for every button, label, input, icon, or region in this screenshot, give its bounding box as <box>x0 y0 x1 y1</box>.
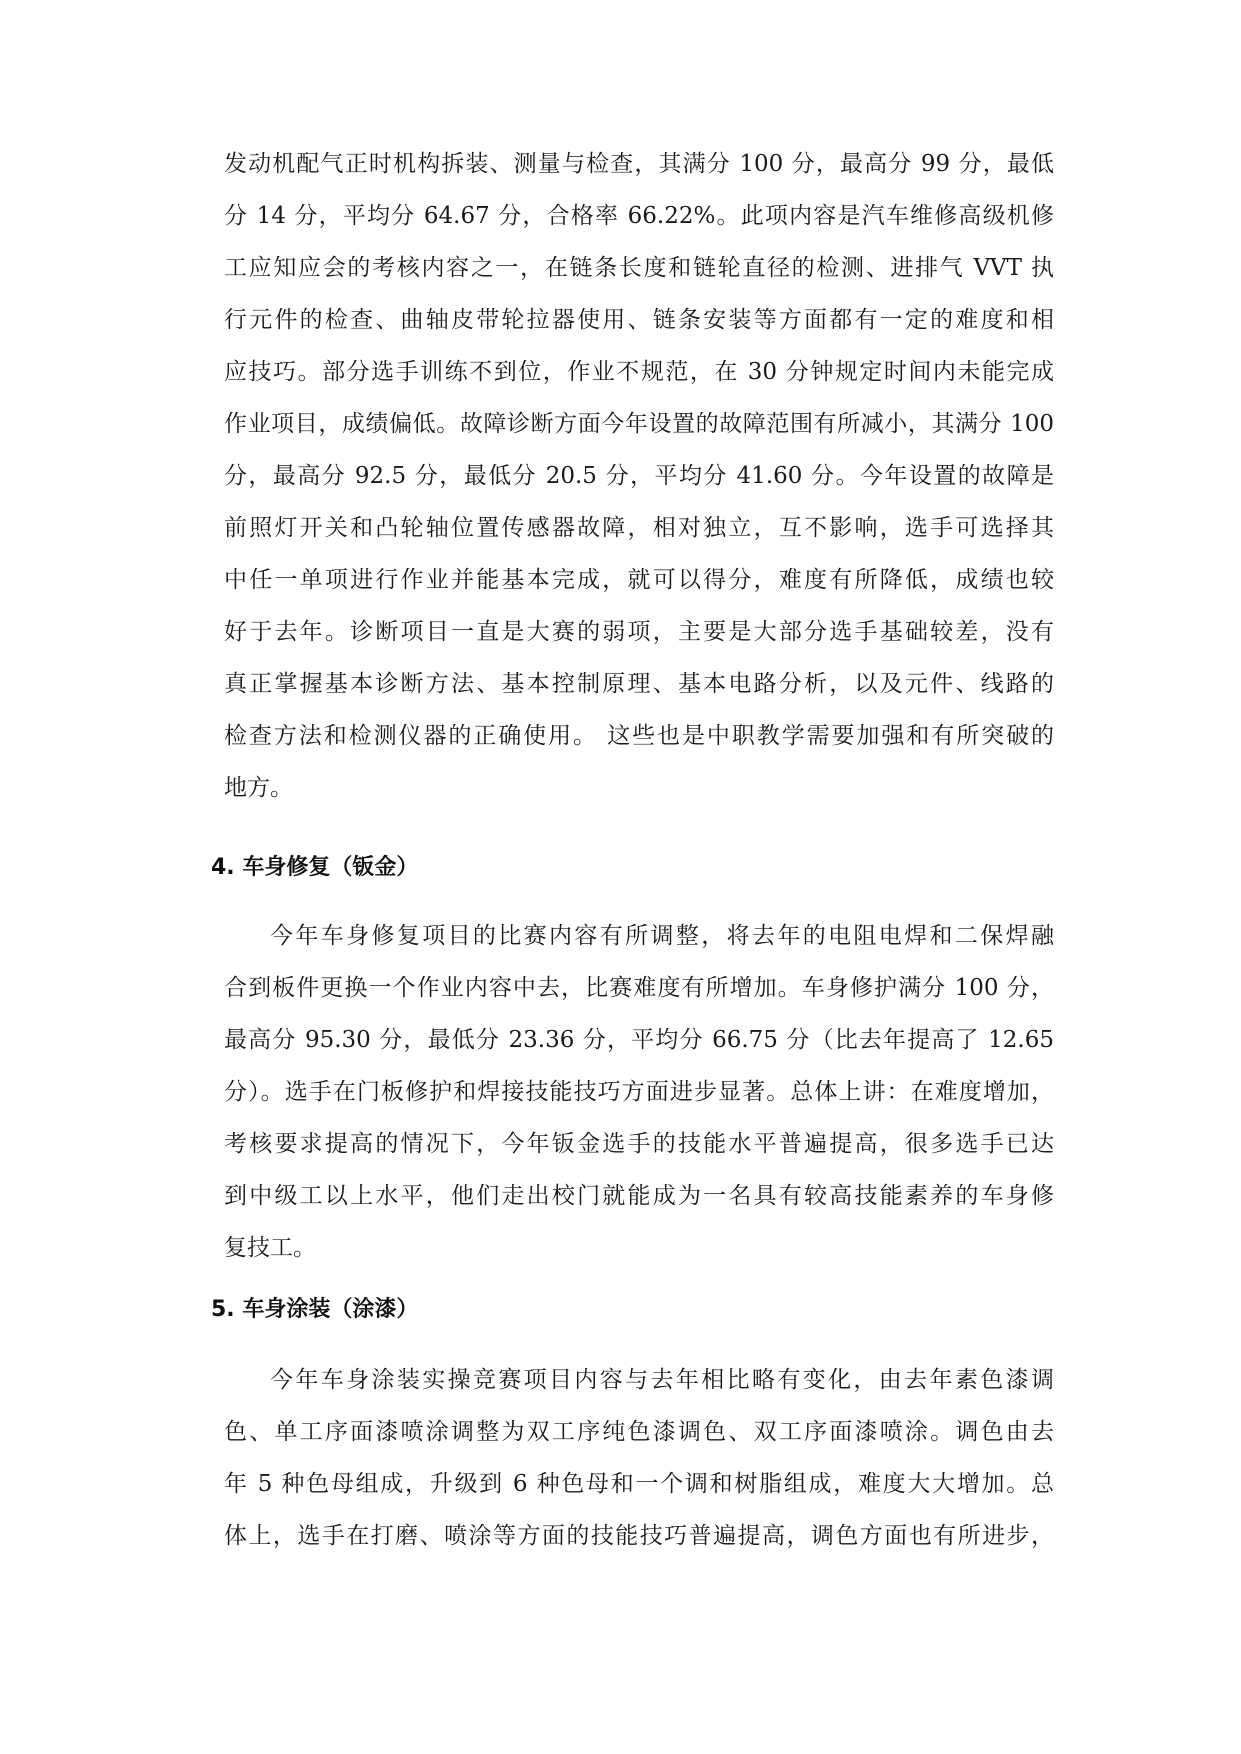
text-line: 应技巧。部分选手训练不到位，作业不规范，在 30 分钟规定时间内未能完成 <box>224 359 1054 385</box>
text-line: 色、单工序面漆喷涂调整为双工序纯色漆调色、双工序面漆喷涂。调色由去 <box>224 1419 1054 1445</box>
text-line: 作业项目，成绩偏低。故障诊断方面今年设置的故障范围有所减小，其满分 100 <box>224 411 1054 437</box>
text-line: 工应知应会的考核内容之一，在链条长度和链轮直径的检测、进排气 VVT 执 <box>224 255 1054 281</box>
text-line: 合到板件更换一个作业内容中去，比赛难度有所增加。车身修护满分 100 分， <box>224 975 1054 1001</box>
text-line: 分）。选手在门板修护和焊接技能技巧方面进步显著。总体上讲：在难度增加， <box>224 1079 1054 1105</box>
text-line: 地方。 <box>224 775 293 801</box>
text-line: 分，最高分 92.5 分，最低分 20.5 分，平均分 41.60 分。今年设置的故障是 <box>224 463 1054 489</box>
text-line: 好于去年。诊断项目一直是大赛的弱项，主要是大部分选手基础较差，没有 <box>224 619 1054 645</box>
paragraph-body-repair <box>224 910 1054 1274</box>
paragraph-body-painting <box>224 1354 1054 1562</box>
text-line: 体上，选手在打磨、喷涂等方面的技能技巧普遍提高，调色方面也有所进步， <box>224 1523 1054 1549</box>
text-line: 考核要求提高的情况下，今年钣金选手的技能水平普遍提高，很多选手已达 <box>224 1131 1054 1157</box>
text-line: 今年车身修复项目的比赛内容有所调整，将去年的电阻电焊和二保焊融 <box>270 923 1054 949</box>
text-line: 复技工。 <box>224 1235 316 1261</box>
text-line: 前照灯开关和凸轮轴位置传感器故障，相对独立，互不影响，选手可选择其 <box>224 515 1054 541</box>
section-heading-body-painting: 5. 车身涂装（涂漆） <box>211 1297 419 1322</box>
text-line: 到中级工以上水平，他们走出校门就能成为一名具有较高技能素养的车身修 <box>224 1183 1054 1209</box>
text-line: 行元件的检查、曲轴皮带轮拉器使用、链条安装等方面都有一定的难度和相 <box>224 307 1054 333</box>
text-line: 检查方法和检测仪器的正确使用。 这些也是中职教学需要加强和有所突破的 <box>224 723 1054 749</box>
text-line: 中任一单项进行作业并能基本完成，就可以得分，难度有所降低，成绩也较 <box>224 567 1054 593</box>
text-line: 今年车身涂装实操竞赛项目内容与去年相比略有变化，由去年素色漆调 <box>270 1367 1054 1393</box>
text-line: 真正掌握基本诊断方法、基本控制原理、基本电路分析，以及元件、线路的 <box>224 671 1054 697</box>
section-heading-body-repair: 4. 车身修复（钣金） <box>211 855 419 880</box>
text-line: 发动机配气正时机构拆装、测量与检查，其满分 100 分，最高分 99 分，最低 <box>224 151 1054 177</box>
text-line: 最高分 95.30 分，最低分 23.36 分，平均分 66.75 分（比去年提高了 12.65 <box>224 1027 1054 1053</box>
paragraph-engine-timing-diagnosis <box>224 138 1054 814</box>
text-line: 年 5 种色母组成，升级到 6 种色母和一个调和树脂组成，难度大大增加。总 <box>224 1471 1054 1497</box>
text-line: 分 14 分，平均分 64.67 分，合格率 66.22%。此项内容是汽车维修高级机修 <box>224 203 1054 229</box>
